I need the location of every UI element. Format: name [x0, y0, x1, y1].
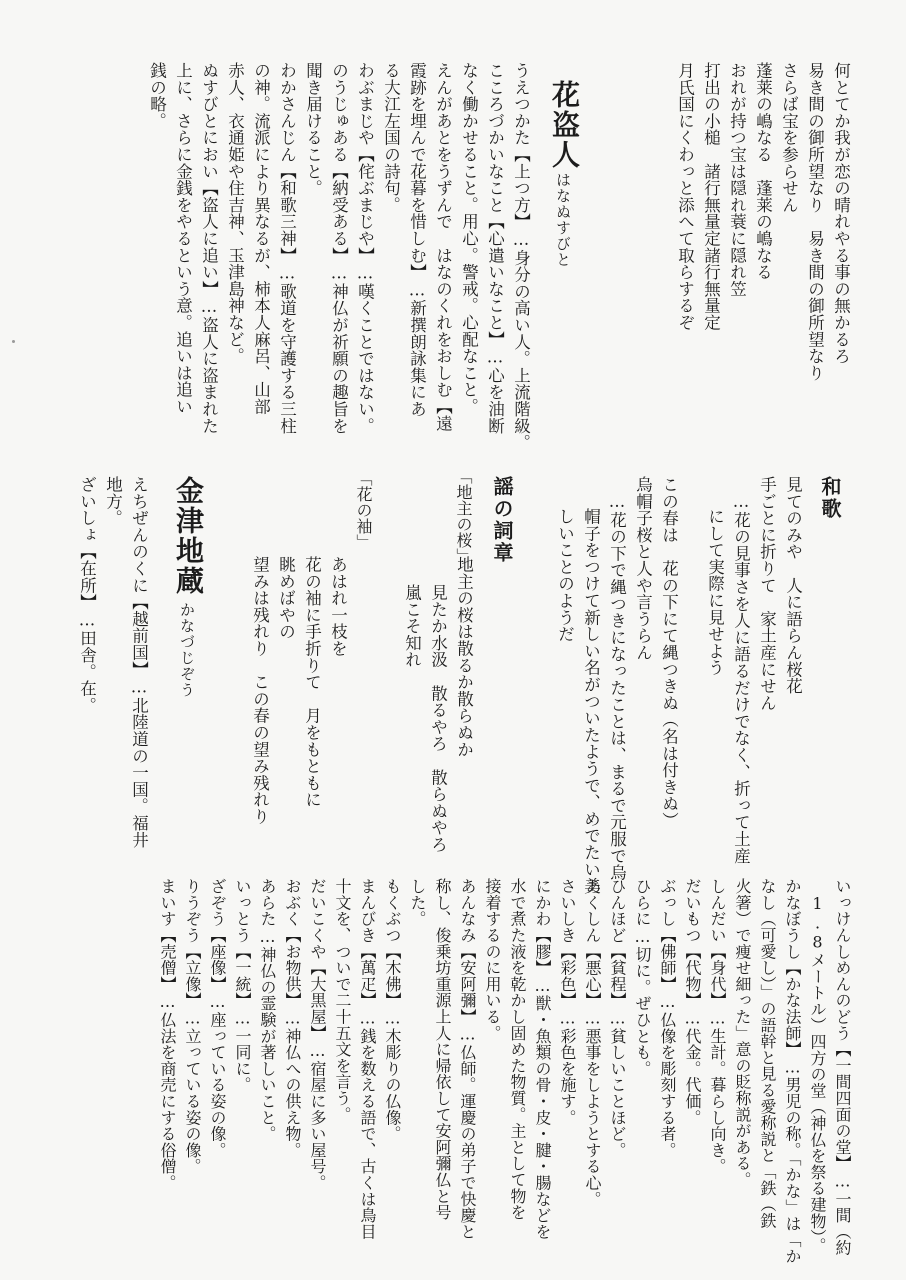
section-reading: はなぬすびと [554, 172, 572, 268]
poem-line: 月氏国にくわっと添へて取らするぞ [675, 62, 695, 331]
gloss-line: わかさんじん【和歌三神】…歌道を守護する三柱 [277, 62, 297, 435]
waka-line: …花の下で縄つきになったことは、まるで元服で烏 [607, 492, 627, 881]
gloss-line: まんびき【萬疋】…銭を数える語で、古くは鳥目 [358, 878, 377, 1240]
gloss-line: わぶまじや【侘ぶまじや】…嘆くことではない。 [355, 62, 375, 435]
gloss-line: 水で煮た液を乾かし固めた物質。主として物を [508, 878, 527, 1221]
gloss-line: かなぼうし【かな法師】…男児の称。「かな」は「か [783, 878, 802, 1265]
gloss-line: あんなみ【安阿彌】…仏師。運慶の弟子で快慶と [458, 878, 477, 1240]
waka-line: この春は 花の下にて縄つきぬ（名は付きぬ） [659, 476, 679, 829]
gloss-line: の神。流派により異なるが、柿本人麻呂、山部 [251, 62, 271, 415]
gloss-line: いっけんしめんのどう【一間四面の堂】…一間（約 [833, 878, 852, 1256]
gloss-line: る大江左国の詩句。 [381, 62, 401, 214]
gloss-line: ぶっし【佛師】…仏像を彫刻する者。 [658, 878, 677, 1159]
song-line: あはれ一枝を [328, 556, 348, 657]
section-heading: 和歌 [818, 476, 842, 520]
song-line: 花の袖に手折りて 月をもともに [302, 556, 322, 808]
waka-line: にして実際に見せよう [705, 508, 725, 676]
gloss-line: なく働かせること。用心。警戒。心配なこと。 [459, 62, 479, 415]
section-title: 金津地蔵 [172, 476, 205, 596]
gloss-line: 上に、さらに金銭をやるという意。追いは追い [173, 62, 193, 415]
gloss-line: なし（可愛し）」の語幹と見る愛称説と「鉄（鉄 [758, 878, 777, 1229]
gloss-line: 火箸）で痩せ細った」意の貶称説がある。 [733, 878, 752, 1188]
gloss-line: えんがあとをうずんで はなのくれをおしむ【遠 [433, 62, 453, 432]
gloss-line: だいもつ【代物】…代金。代価。 [683, 878, 702, 1126]
gloss-line: 聞き届けること。 [303, 62, 323, 197]
poem-line: 何とてか我が恋の晴れやる事の無かるろ [831, 62, 851, 365]
waka-line: 手ごとに折りて 家土産にせん [757, 476, 777, 712]
poem-line: 蓬莱の嶋なる 蓬莱の嶋なる [753, 62, 773, 281]
song-line: 望みは残れり この春の望み残れり [250, 556, 270, 825]
gloss-line: あらた…神仏の霊験が著しいこと。 [258, 878, 277, 1142]
song-line: 眺めばやの [276, 556, 296, 640]
gloss-line: 赤人、衣通姫や住吉神、玉津島神など。 [225, 62, 245, 365]
gloss-line: 銭の略。 [147, 62, 167, 130]
gloss-line: しんだい【身代】…生計。暮らし向き。 [708, 878, 727, 1175]
gloss-line: うえつかた【上つ方】…身分の高い人。上流階級。 [511, 62, 531, 451]
gloss-line: もくぶつ【木佛】…木彫りの仏像。 [383, 878, 402, 1142]
gloss-line: 霞跡を埋んで花暮を惜しむ】…新撰朗詠集にあ [407, 62, 427, 418]
poem-line: 易き間の御所望なり 易き間の御所望なり [805, 62, 825, 382]
gloss-line: ひらに…切に。ぜひとも。 [633, 878, 652, 1077]
waka-line: …花の見事さを人に語るだけでなく、折って土産 [731, 492, 751, 865]
gloss-line: さいしき【彩色】…彩色を施す。 [558, 878, 577, 1126]
gloss-line: 称し、俊乗坊重源上人に帰依して安阿彌仏と号 [433, 878, 452, 1221]
gloss-line: にかわ【膠】…獣・魚類の骨・皮・腱・腸などを [533, 878, 552, 1240]
gloss-line: あくしん【悪心】…悪事をしようとする心。 [583, 878, 602, 1207]
gloss-line: こころづかいなこと【心遣いなこと】…心を油断 [485, 62, 505, 435]
waka-line: 烏帽子桜と人や言うらん [633, 476, 653, 661]
poem-line: 打出の小槌 諸行無量定諸行無量定 [701, 62, 721, 331]
gloss-line: ぬすびとにおい【盗人に追い】…盗人に盗まれた [199, 62, 219, 435]
poem-line: さらば宝を参らせん [779, 62, 799, 214]
gloss-line: 十文を、ついで二十五文を言う。 [333, 878, 352, 1123]
waka-line: 見てのみや 人に語らん桜花 [783, 476, 803, 695]
gloss-line: のうじゅある【納受ある】…神仏が祈願の趣旨を [329, 62, 349, 435]
gloss-line: ざいしょ【在所】…田舎。在。 [77, 476, 97, 714]
gloss-line: 地方。 [103, 476, 123, 527]
waka-line: 帽子をつけて新しい名がついたようで、めでたい美 [581, 508, 601, 895]
section-title: 花盗人 [548, 80, 581, 170]
gloss-line: おぶく【お物供】…神仏への供え物。 [283, 878, 302, 1159]
gloss-line: まいす【売僧】…仏法を商売にする俗僧。 [158, 878, 177, 1191]
gloss-line: だいこくや【大黒屋】…宿屋に多い屋号。 [308, 878, 327, 1191]
gloss-line: えちぜんのくに【越前国】…北陸道の一国。福井 [129, 476, 149, 849]
song-label: 「花の袖」 [354, 470, 373, 550]
gloss-line: 1.8メートル）四方の堂（神仏を祭る建物）。 [808, 894, 827, 1254]
song-line: 嵐こそ知れ [402, 584, 422, 668]
song-label: 「地主の桜」 [454, 468, 473, 564]
gloss-line: ひんほど【貧程】…貧しいことほど。 [608, 878, 627, 1159]
waka-line: しいことのようだ [555, 508, 575, 643]
gloss-line: いっとう【一統】…一同に。 [233, 878, 252, 1093]
margin-dot [12, 340, 15, 343]
gloss-line: した。 [408, 878, 427, 927]
section-heading: 謡の詞章 [490, 476, 514, 564]
gloss-line: ざぞう【座像】…座っている姿の像。 [208, 878, 227, 1159]
song-line: 見たか水汲 散るやろ 散らぬやろ [428, 584, 448, 853]
gloss-line: りうぞう【立像】…立っている姿の像。 [183, 878, 202, 1175]
poem-line: おれが持つ宝は隠れ蓑に隠れ笠 [727, 62, 747, 298]
song-line: 地主の桜は散るか散らぬか [454, 556, 474, 758]
section-reading: かなづじぞう [178, 602, 196, 698]
gloss-line: 接着するのに用いる。 [483, 878, 502, 1041]
